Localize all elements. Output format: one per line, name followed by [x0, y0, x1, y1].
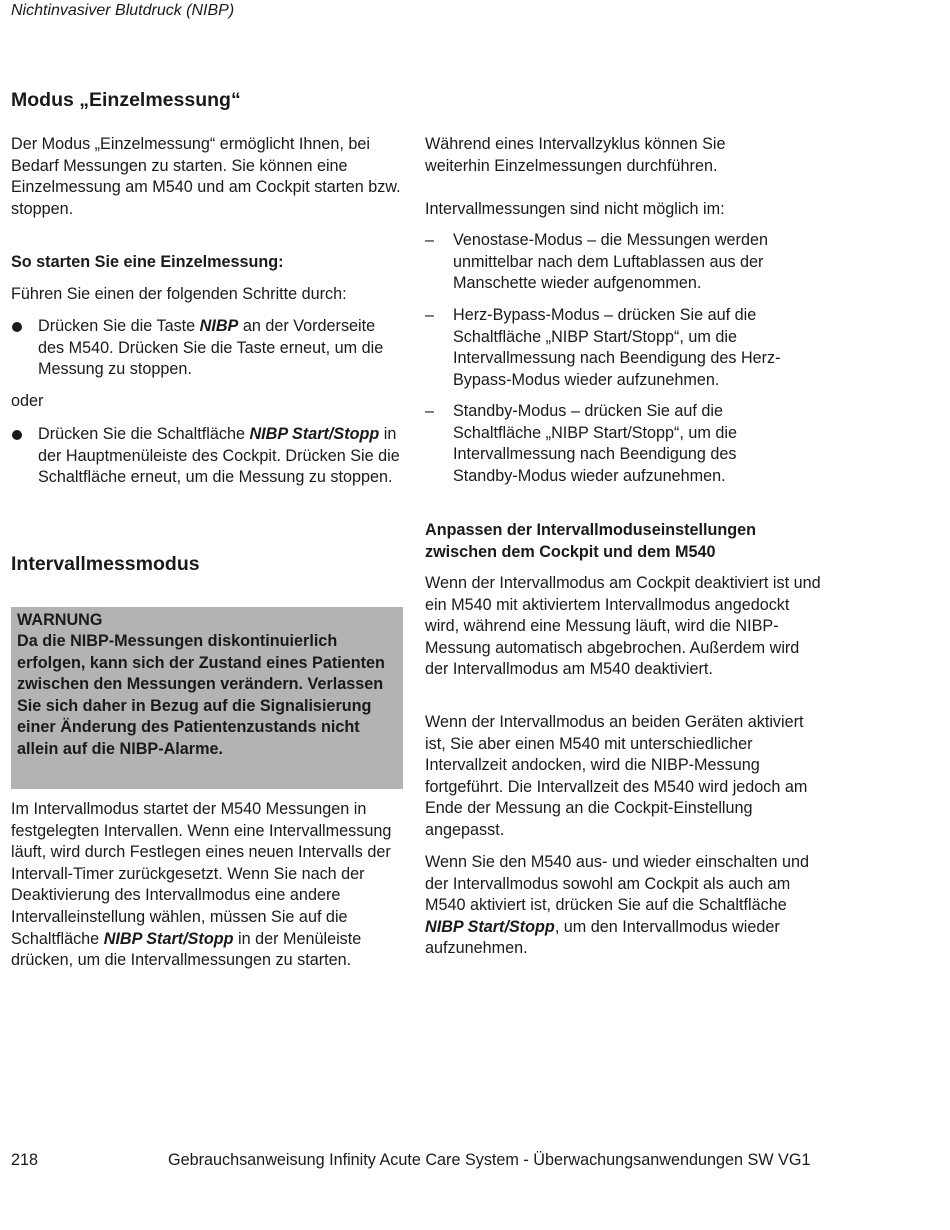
paragraph-restart-m540: Wenn Sie den M540 aus- und wieder einschalten und der Intervallmodus sowohl am Cockpit als auch am M540 aktiviert ist, drücken Sie auf die Schaltfläche NIBP Start/Stopp, um den Intervallmodus wieder aufzunehmen. [425, 853, 809, 958]
dash-item-herz-bypass [425, 305, 825, 391]
dash-marker: – [425, 231, 435, 249]
warning-body: Da die NIBP-Messungen diskontinuierlich erfolgen, kann sich der Zustand eines Patienten zwischen den Messungen verändern. Verlassen Sie sich daher in Bezug auf die Signalisierung einer Änderung des Patientenzustands nicht allein auf die NIBP-Alarme. [17, 632, 385, 758]
button-label-nibp-start-stopp: NIBP Start/Stopp [249, 425, 380, 443]
running-header: Nichtinvasiver Blutdruck (NIBP) [11, 2, 235, 19]
dash-item-venostase [425, 230, 825, 295]
or-text: oder [11, 392, 44, 410]
page-number: 218 [11, 1151, 39, 1169]
dash-marker: – [425, 306, 435, 324]
dash-item-standby [425, 401, 825, 487]
footer-title: Gebrauchsanweisung Infinity Acute Care System - Überwachungsanwendungen SW VG1 [168, 1151, 811, 1169]
dash-text: Standby-Modus – drücken Sie auf die Schaltfläche „NIBP Start/Stopp“, um die Intervallmessung nach Beendigung des Standby-Modus wieder aufzunehmen. [453, 402, 738, 485]
dash-marker: – [425, 402, 435, 420]
bullet-item-cockpit-button [11, 424, 403, 489]
button-label-nibp-start-stopp: NIBP Start/Stopp [103, 929, 234, 948]
paragraph-cockpit-deactivated: Wenn der Intervallmodus am Cockpit deaktiviert ist und ein M540 mit aktiviertem Intervallmodus angedockt wird, während eine Messung läuft, wird die NIBP-Messung automatisch abgebrochen. Außerdem wird der Intervallmodus am M540 deaktiviert. [425, 574, 821, 679]
section-title-intervallmessmodus: Intervallmessmodus [11, 553, 200, 575]
bullet-text: Drücken Sie die Schaltfläche NIBP Start/Stopp in der Hauptmenüleiste des Cockpit. Drücken Sie die Schaltfläche erneut, um die Messung zu stoppen. [38, 425, 400, 487]
warning-box [11, 607, 403, 789]
button-label-nibp-start-stopp: NIBP Start/Stopp [425, 917, 555, 936]
key-label-nibp: NIBP [199, 317, 239, 335]
interval-cycle-paragraph: Während eines Intervallzyklus können Sie weiterhin Einzelmessungen durchführen. [425, 135, 726, 175]
warning-title: WARNUNG [17, 611, 103, 629]
dash-text: Herz-Bypass-Modus – drücken Sie auf die Schaltfläche „NIBP Start/Stopp“, um die Intervallmessung nach Beendigung des Herz-Bypass-Modus wieder aufzunehmen. [453, 306, 781, 389]
intro-paragraph: Der Modus „Einzelmessung“ ermöglicht Ihnen, bei Bedarf Messungen zu starten. Sie können eine Einzelmessung am M540 und am Cockpit starten bzw. stoppen. [11, 135, 401, 218]
procedure-lead: Führen Sie einen der folgenden Schritte durch: [11, 285, 347, 303]
interval-paragraph: Im Intervallmodus startet der M540 Messungen in festgelegten Intervallen. Wenn eine Intervallmessung läuft, wird durch Festlegen eines neuen Intervalls der Intervall-Timer zurückgesetzt. Wenn Sie nach der Deaktivierung des Intervallmodus eine andere Intervalleinstellung wählen, müssen Sie auf die Schaltfläche NIBP Start/Stopp in der Menüleiste drücken, um die Intervallmessungen zu starten. [11, 800, 392, 970]
dash-text: Venostase-Modus – die Messungen werden unmittelbar nach dem Luftablassen aus der Manschette wieder aufgenommen. [453, 231, 768, 293]
bullet-text: Drücken Sie die Taste NIBP an der Vorderseite des M540. Drücken Sie die Taste erneut, um die Messung zu stoppen. [38, 317, 384, 379]
not-possible-lead: Intervallmessungen sind nicht möglich im: [425, 200, 725, 218]
subheading-interval-settings: Anpassen der Intervallmoduseinstellungen zwischen dem Cockpit und dem M540 [425, 521, 757, 561]
section-title-einzelmessung: Modus „Einzelmessung“ [11, 89, 241, 111]
paragraph-both-activated: Wenn der Intervallmodus an beiden Geräten aktiviert ist, Sie aber einen M540 mit unterschiedlicher Intervallzeit andocken, wird die NIBP-Messung fortgeführt. Die Intervallzeit des M540 wird jedoch am Ende der Messung an die Cockpit-Einstellung angepasst. [425, 713, 808, 839]
bullet-item-nibp-key [11, 316, 403, 381]
procedure-title: So starten Sie eine Einzelmessung: [11, 253, 284, 271]
